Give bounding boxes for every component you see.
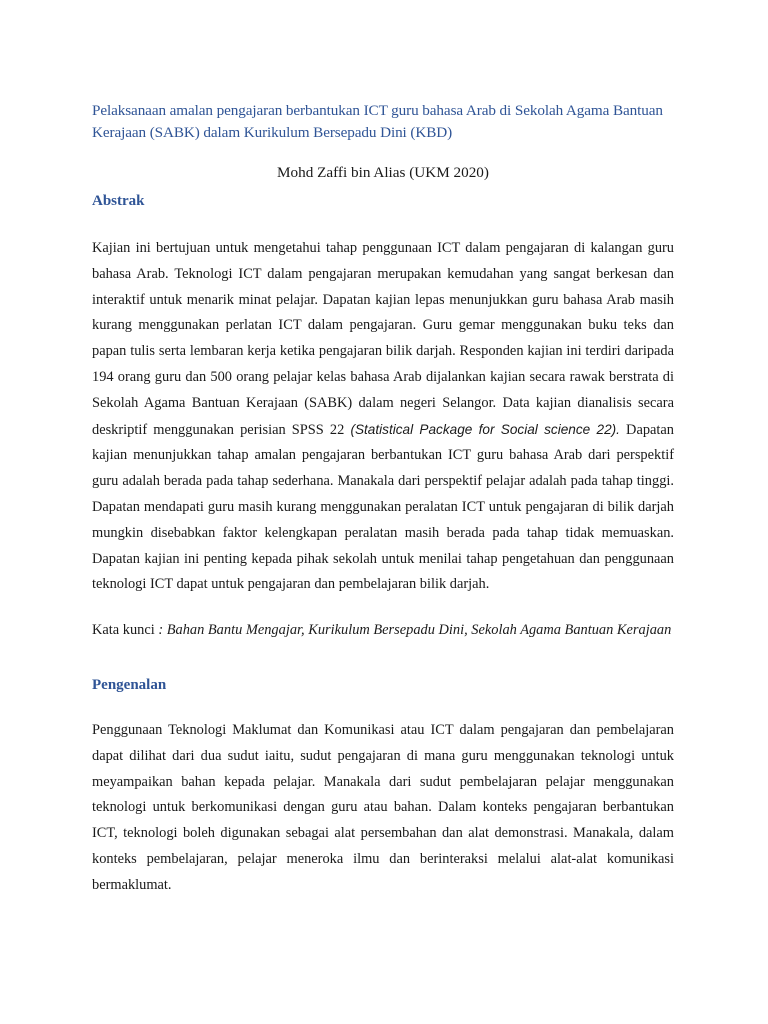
abstract-body <box>92 236 674 598</box>
abstract-text-part-1: Kajian ini bertujuan untuk mengetahui tahap penggunaan ICT dalam pengajaran di kalangan guru bahasa Arab. Teknologi ICT dalam pengajaran merupakan kemudahan yang sangat berkesan dan interaktif untuk menarik minat pelajar. Dapatan kajian lepas menunjukkan guru bahasa Arab masih kurang menggunakan perlatan ICT dalam pengajaran. Guru gemar menggunakan buku teks dan papan tulis serta lembaran kerja ketika pengajaran bilik darjah. Responden kajian ini terdiri daripada 194 orang guru dan 500 orang pelajar kelas bahasa Arab dijalankan kajian secara rawak berstrata di Sekolah Agama Bantuan Kerajaan (SABK) dalam negeri Selangor. Data kajian dianalisis secara deskriptif menggunakan perisian SPSS 22 <box>92 240 674 438</box>
introduction-heading: Pengenalan <box>92 676 167 693</box>
author-line: Mohd Zaffi bin Alias (UKM 2020) <box>277 164 489 181</box>
keywords-values: : Bahan Bantu Mengajar, Kurikulum Bersepadu Dini, Sekolah Agama Bantuan Kerajaan <box>154 622 672 639</box>
paper-title: Pelaksanaan amalan pengajaran berbantukan ICT guru bahasa Arab di Sekolah Agama Bantuan Kerajaan (SABK) dalam Kurikulum Bersepadu Dini (KBD) <box>92 102 663 141</box>
document-page <box>92 100 674 899</box>
keywords-label: Kata kunci <box>92 622 155 639</box>
keywords <box>92 618 674 644</box>
abstract-italic-text: (Statistical Package for Social science 22). <box>350 421 620 437</box>
introduction-body: Penggunaan Teknologi Maklumat dan Komunikasi atau ICT dalam pengajaran dan pembelajaran dapat dilihat dari dua sudut iaitu, sudut pengajaran di mana guru menggunakan teknologi untuk meyampaikan bahan kepada pelajar. Manakala dari sudut pembelajaran pelajar menggunakan teknologi untuk berkomunikasi dengan guru atau bahan. Dalam konteks pengajaran berbantukan ICT, teknologi boleh digunakan sebagai alat persembahan dan alat demonstrasi. Manakala, dalam konteks pembelajaran, pelajar meneroka ilmu dan berinteraksi melalui alat-alat komunikasi bermaklumat. <box>92 721 674 893</box>
abstract-heading: Abstrak <box>92 193 145 209</box>
abstract-text-part-2: Dapatan kajian menunjukkan tahap amalan pengajaran berbantukan ICT guru bahasa Arab dari perspektif guru adalah berada pada tahap sederhana. Manakala dari perspektif pelajar adalah pada tahap tinggi. Dapatan mendapati guru masih kurang menggunakan peralatan ICT untuk pengajaran di bilik darjah mungkin disebabkan faktor kelengkapan peralatan masih berada pada tahap tidak memuaskan. Dapatan kajian ini penting kepada pihak sekolah untuk menilai tahap pengetahuan dan penggunaan teknologi ICT dapat untuk pengajaran dan pembelajaran bilik darjah. <box>92 421 674 593</box>
